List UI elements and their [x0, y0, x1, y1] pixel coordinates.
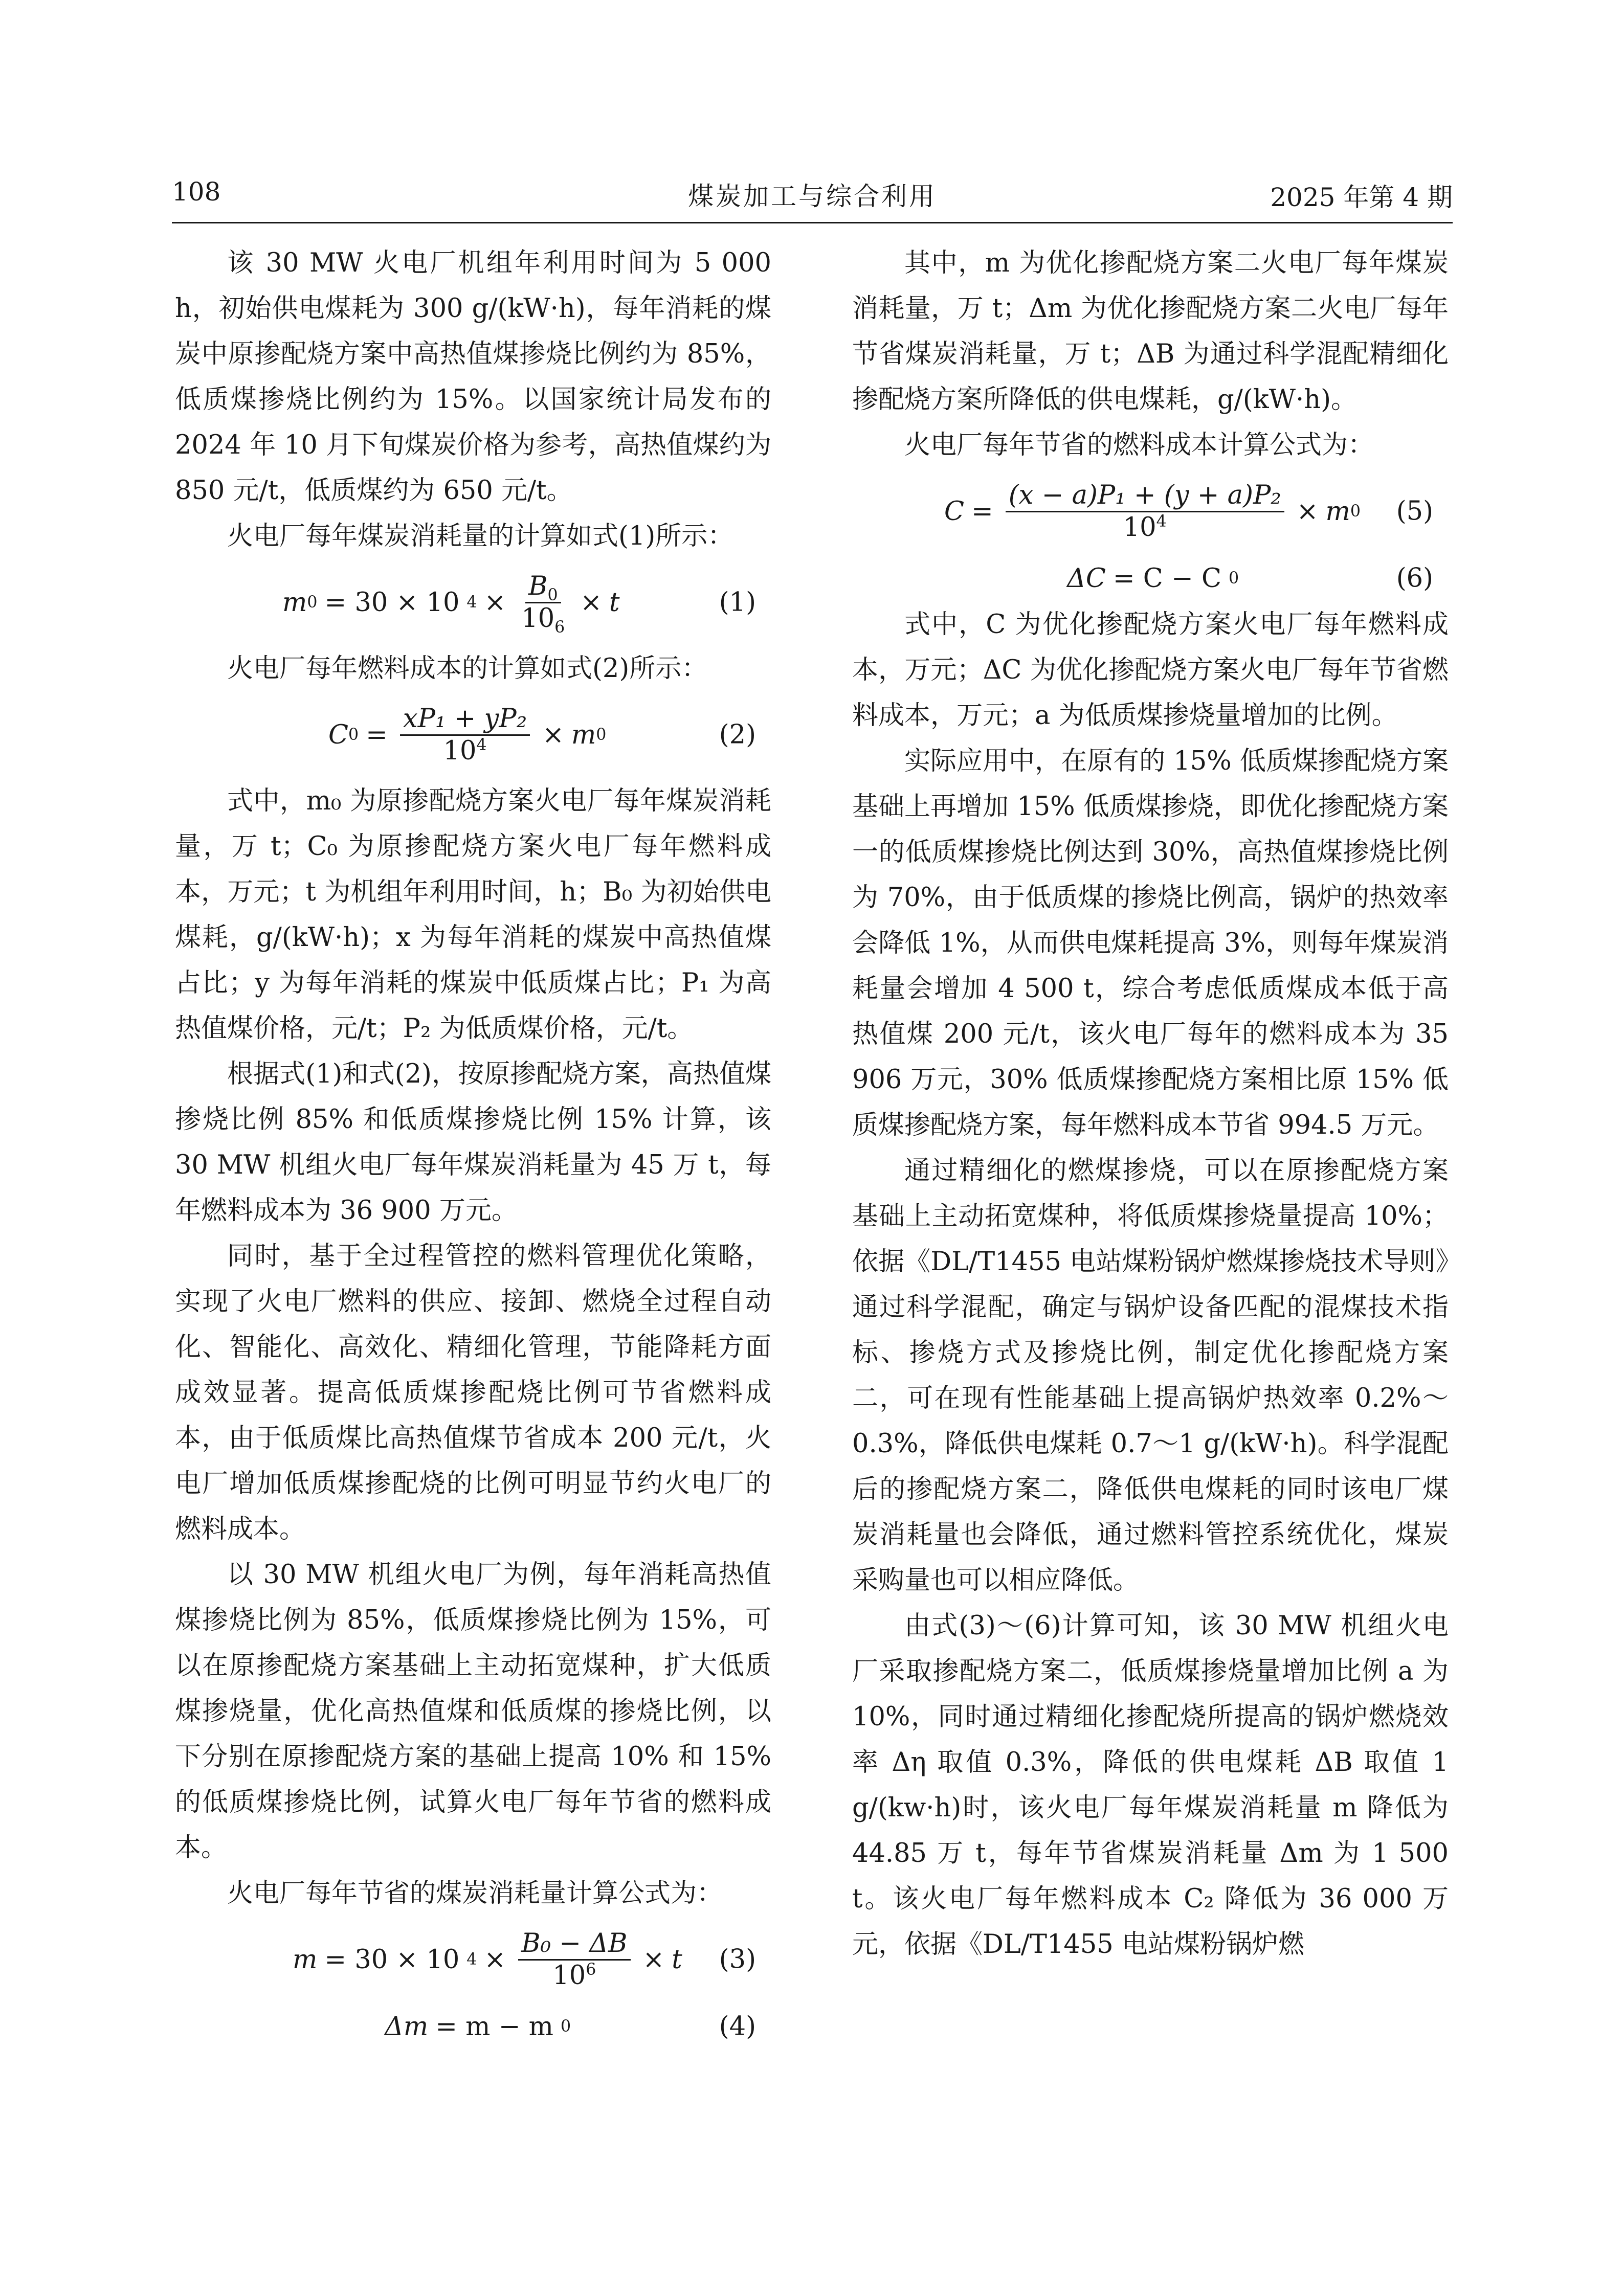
paragraph: 火电厂每年煤炭消耗量的计算如式(1)所示： [227, 521, 734, 551]
paragraph: 火电厂每年燃料成本的计算如式(2)所示： [227, 654, 708, 684]
paragraph: 以 30 MW 机组火电厂为例，每年消耗高热值煤掺烧比例为 85%，低质煤掺烧比例为 15%，可以在原掺配烧方案基础上主动拓宽煤种，扩大低质煤掺烧量，优化高热值煤和低质煤的掺烧比例，以下分别在原掺配烧方案的基础上提高 10% 和 15% 的低质煤掺烧比例，试算火电厂每年节省的燃料成本。 [175, 1560, 771, 1863]
equation-5: C = $\frac{\text{(x − a)P₁ + (y + a)P₂}}{10^4}$ × m 0 (5) [944, 480, 1433, 543]
equation-number: (4) [719, 2011, 756, 2042]
equation-number: (6) [1396, 563, 1433, 594]
paragraph: 火电厂每年节省的燃料成本计算公式为： [904, 430, 1374, 460]
equation-number: (3) [719, 1944, 756, 1975]
paragraph: 式中，C 为优化掺配烧方案火电厂每年燃料成本，万元；ΔC 为优化掺配烧方案火电厂每年节省燃料成本，万元；a 为低质煤掺烧量增加的比例。 [852, 610, 1449, 731]
fraction: $\frac{\text{xP₁ + yP₂}}{10^4}$ [400, 704, 530, 767]
journal-title: 煤炭加工与综合利用 [688, 182, 937, 211]
equation-4: Δm = m − m 0 (4) [175, 2003, 771, 2050]
paragraph: 根据式(1)和式(2)，按原掺配烧方案，高热值煤掺烧比例 85% 和低质煤掺烧比例 15% 计算，该 30 MW 机组火电厂每年煤炭消耗量为 45 万 t，每年燃料成本为 36 900 万元。 [175, 1059, 771, 1226]
equation-1: m 0 = 30 × 10 4 × $\frac{B_0}{10_6}$ × t (1) [282, 571, 756, 637]
equation-3: m = 30 × 10 4 × $\frac{\text{B₀ − ΔB}}{10^6}$ × t (3) [293, 1928, 756, 1991]
equation-6: ΔC = C − C 0 (6) [852, 555, 1449, 602]
paragraph: 其中，m 为优化掺配烧方案二火电厂每年煤炭消耗量，万 t；Δm 为优化掺配烧方案二火电厂每年节省煤炭消耗量，万 t；ΔB 为通过科学混配精细化掺配烧方案所降低的供电煤耗，g/(kW·h)。 [852, 248, 1449, 415]
paragraph: 通过精细化的燃煤掺烧，可以在原掺配烧方案基础上主动拓宽煤种，将低质煤掺烧量提高 10%；依据《DL/T1455 电站煤粉锅炉燃煤掺烧技术导则》通过科学混配，确定与锅炉设备匹配的混煤技术指标、掺烧方式及掺烧比例，制定优化掺配烧方案二，可在现有性能基础上提高锅炉热效率 0.2%～0.3%，降低供电煤耗 0.7～1 g/(kW·h)。科学混配后的掺配烧方案二，降低供电煤耗的同时该电厂煤炭消耗量也会降低，通过燃料管控系统优化，煤炭采购量也可以相应降低。 [852, 1156, 1449, 1595]
paragraph: 由式(3)～(6)计算可知，该 30 MW 机组火电厂采取掺配烧方案二，低质煤掺烧量增加比例 a 为 10%，同时通过精细化掺配烧所提高的锅炉燃烧效率 Δη 取值 0.3%，降低的供电煤耗 ΔB 取值 1 g/(kw·h)时，该火电厂每年煤炭消耗量 m 降低为 44.85 万 t，每年节省煤炭消耗量 Δm 为 1 500 t。该火电厂每年燃料成本 C₂ 降低为 36 000 万元，依据《DL/T1455 电站煤粉锅炉燃 [852, 1611, 1449, 1960]
left-column [175, 240, 771, 2050]
equation-number: (1) [719, 587, 756, 618]
right-column [852, 240, 1449, 1967]
fraction: $\frac{\text{B₀ − ΔB}}{10^6}$ [518, 1928, 630, 1991]
paragraph: 式中，m₀ 为原掺配烧方案火电厂每年煤炭消耗量，万 t；C₀ 为原掺配烧方案火电厂每年燃料成本，万元；t 为机组年利用时间，h；B₀ 为初始供电煤耗，g/(kW·h)；x 为每年消耗的煤炭中高热值煤占比；y 为每年消耗的煤炭中低质煤占比；P₁ 为高热值煤价格，元/t；P₂ 为低质煤价格，元/t。 [175, 786, 771, 1044]
equation-number: (2) [719, 719, 756, 750]
issue-label: 2025 年第 4 期 [1270, 183, 1453, 212]
fraction: $\frac{B_0}{10_6}$ [521, 571, 565, 637]
equation-2: C 0 = $\frac{\text{xP₁ + yP₂}}{10^4}$ × m 0 (2) [328, 703, 756, 766]
paragraph: 该 30 MW 火电厂机组年利用时间为 5 000 h，初始供电煤耗为 300 g/(kW·h)，每年消耗的煤炭中原掺配烧方案中高热值煤掺烧比例约为 85%，低质煤掺烧比例约为 15%。以国家统计局发布的 2024 年 10 月下旬煤炭价格为参考，高热值煤约为 850 元/t，低质煤约为 650 元/t。 [175, 248, 771, 506]
header-rule [172, 222, 1453, 223]
running-header [172, 173, 1453, 220]
paragraph: 实际应用中，在原有的 15% 低质煤掺配烧方案基础上再增加 15% 低质煤掺烧，即优化掺配烧方案一的低质煤掺烧比例达到 30%，高热值煤掺烧比例为 70%，由于低质煤的掺烧比例高，锅炉的热效率会降低 1%，从而供电煤耗提高 3%，则每年煤炭消耗量会增加 4 500 t，综合考虑低质煤成本低于高热值煤 200 元/t，该火电厂每年的燃料成本为 35 906 万元，30% 低质煤掺配烧方案相比原 15% 低质煤掺配烧方案，每年燃料成本节省 994.5 万元。 [852, 746, 1449, 1140]
fraction: $\frac{\text{(x − a)P₁ + (y + a)P₂}}{10^4}$ [1006, 480, 1284, 543]
page-number: 108 [172, 177, 221, 207]
paragraph: 同时，基于全过程管控的燃料管理优化策略，实现了火电厂燃料的供应、接卸、燃烧全过程自动化、智能化、高效化、精细化管理，节能降耗方面成效显著。提高低质煤掺配烧比例可节省燃料成本，由于低质煤比高热值煤节省成本 200 元/t，火电厂增加低质煤掺配烧的比例可明显节约火电厂的燃料成本。 [175, 1241, 771, 1544]
paragraph: 火电厂每年节省的煤炭消耗量计算公式为： [227, 1878, 723, 1908]
equation-number: (5) [1396, 496, 1433, 527]
